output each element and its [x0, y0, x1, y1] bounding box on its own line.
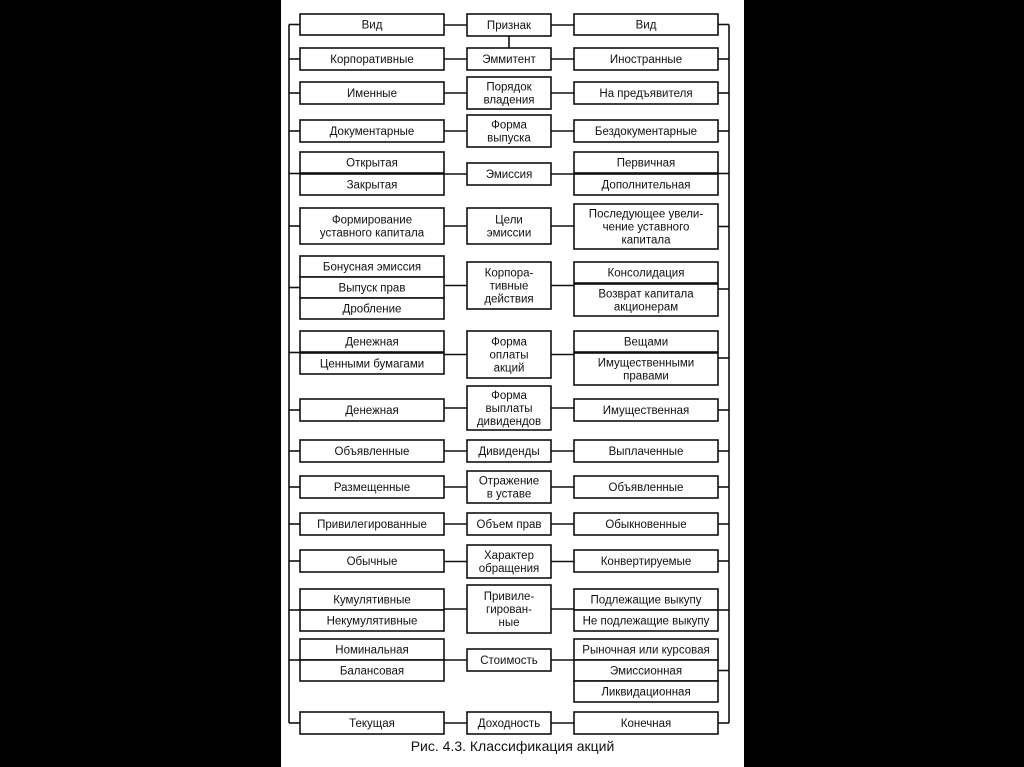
criterion-box-text: Отражение	[478, 475, 540, 488]
criterion-box-text: оплаты	[489, 349, 529, 362]
right-box-text: Эмиссионная	[609, 665, 683, 678]
left-box-text: Некумулятивные	[326, 615, 418, 628]
right-box-text: Последующее увели-	[588, 208, 704, 221]
left-box-text: Денежная	[345, 405, 399, 417]
criterion-box-text: Стоимость	[480, 655, 538, 667]
criterion-box-text: Характер	[484, 550, 534, 562]
criterion-box-text: Привиле-	[483, 591, 535, 603]
figure-caption: Рис. 4.3. Классификация акций	[410, 738, 615, 754]
criterion-box-text: Доходность	[477, 718, 541, 730]
criterion-box-text: Эмиссия	[485, 169, 533, 181]
left-box-text: Денежная	[345, 336, 399, 349]
left-box-text: Закрытая	[346, 179, 398, 192]
right-box-text: Выплаченные	[608, 446, 684, 458]
criterion-box-text: владения	[483, 94, 535, 107]
criterion-box-text: Порядок	[486, 81, 532, 94]
right-box-text: Дополнительная	[601, 179, 691, 192]
criterion-box-text: акций	[493, 362, 525, 375]
right-box-text: Рыночная или курсовая	[582, 644, 710, 657]
left-box-text: уставного капитала	[319, 227, 425, 240]
right-box-text: Имущественная	[602, 405, 690, 417]
criterion-box-text: Форма	[491, 390, 527, 402]
left-box-text: Выпуск прав	[338, 282, 406, 295]
criterion-box-text: выпуска	[487, 132, 531, 145]
left-box-text: Бонусная эмиссия	[322, 261, 422, 274]
criterion-box-text: Цели	[495, 214, 523, 227]
left-box-text: Формирование	[331, 214, 413, 227]
right-box-text: акционерам	[613, 301, 679, 314]
criterion-box-text: Форма	[491, 336, 527, 349]
left-box-text: Дробление	[342, 303, 402, 316]
criterion-box-text: Дивиденды	[478, 446, 540, 458]
left-box-text: Номинальная	[335, 644, 409, 657]
left-box-text: Объявленные	[334, 446, 410, 458]
right-box-text: На предъявителя	[599, 88, 693, 100]
criterion-box-text: обращения	[478, 563, 540, 575]
left-box-text: Балансовая	[339, 665, 405, 678]
criterion-box-text: ные	[498, 617, 520, 629]
right-box-text: Конвертируемые	[600, 556, 692, 568]
criterion-box-text: Объем прав	[476, 519, 542, 531]
figure-sheet	[281, 0, 744, 767]
right-box-text: Ликвидационная	[601, 686, 691, 699]
left-box-text: Привилегированные	[317, 519, 427, 531]
left-box-text: Открытая	[346, 157, 398, 170]
left-box-text: Ценными бумагами	[319, 358, 425, 371]
left-box-text: Корпоративные	[330, 54, 414, 66]
right-box-text: Имущественными	[597, 357, 695, 370]
right-box-text: Вещами	[623, 336, 669, 349]
right-box-text: Вид	[635, 19, 657, 32]
criterion-box-text: выплаты	[485, 403, 533, 415]
right-box-text: капитала	[621, 234, 671, 247]
right-box-text: Бездокументарные	[594, 126, 698, 138]
right-box-text: Обыкновенные	[605, 519, 687, 531]
criterion-box-text: в уставе	[486, 488, 532, 501]
criterion-box-text: дивидендов	[476, 416, 542, 428]
criterion-box-text: эмиссии	[486, 227, 532, 240]
left-box-text: Именные	[347, 88, 397, 100]
left-box-text: Документарные	[329, 126, 415, 138]
right-box-text: Первичная	[616, 157, 676, 170]
left-box-text: Кумулятивные	[333, 594, 411, 607]
left-box-text: Размещенные	[333, 482, 411, 494]
header-box-text: Признак	[486, 20, 532, 32]
right-box-text: Консолидация	[607, 267, 685, 280]
right-box-text: Объявленные	[608, 482, 684, 494]
right-box-text: чение уставного	[602, 221, 690, 234]
right-box-text: Не подлежащие выкупу	[582, 615, 710, 628]
criterion-box-text: тивные	[489, 280, 529, 293]
right-box-text: Возврат капитала	[598, 288, 694, 301]
criterion-box-text: действия	[484, 293, 534, 306]
criterion-box-text: Форма	[491, 119, 527, 132]
right-box-text: Иностранные	[609, 54, 683, 66]
left-box-text: Текущая	[349, 718, 395, 730]
classification-diagram	[281, 0, 744, 738]
criterion-box-text: гирован-	[486, 604, 532, 616]
left-box-text: Обычные	[346, 556, 398, 568]
right-box-text: Конечная	[620, 718, 672, 730]
criterion-box-text: Корпора-	[484, 267, 534, 280]
criterion-box-text: Эммитент	[482, 54, 536, 66]
right-box-text: Подлежащие выкупу	[590, 594, 702, 607]
left-box-text: Вид	[361, 19, 383, 32]
right-box-text: правами	[623, 370, 669, 383]
